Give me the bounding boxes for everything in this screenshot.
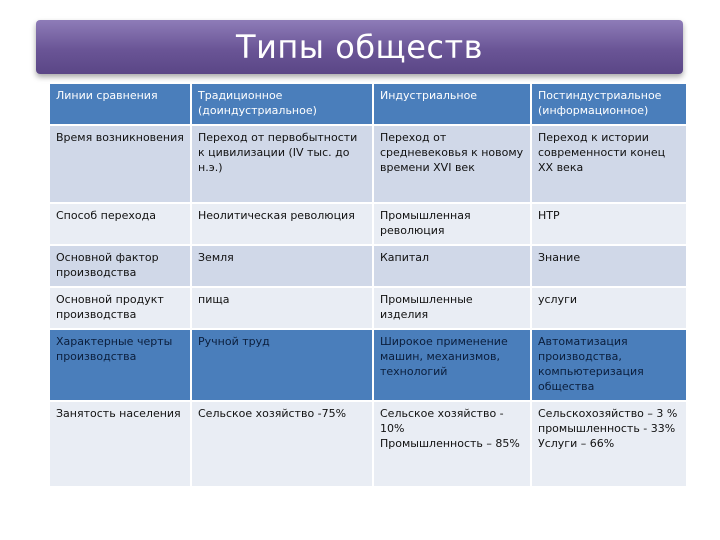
table-cell: Занятость населения [50,402,190,486]
table-row [50,246,686,286]
table-cell: пища [192,288,372,328]
table-cell: Основной фактор производства [50,246,190,286]
column-header: Индустриальное [374,84,530,124]
table-cell: Капитал [374,246,530,286]
table-cell: Характерные черты производства [50,330,190,400]
table-cell: Промышленная революция [374,204,530,244]
table-cell: НТР [532,204,686,244]
table-row [50,126,686,202]
table-cell: Основной продукт производства [50,288,190,328]
comparison-table [48,82,688,488]
table-cell: услуги [532,288,686,328]
table-row [50,204,686,244]
table-header-row [50,84,686,124]
table-row [50,330,686,400]
table-cell: Широкое применение машин, механизмов, технологий [374,330,530,400]
table-cell: Знание [532,246,686,286]
table-row [50,288,686,328]
table-cell: Переход от первобытности к цивилизации (IV тыс. до н.э.) [192,126,372,202]
table-cell: Неолитическая революция [192,204,372,244]
table-cell: Ручной труд [192,330,372,400]
table-cell: Переход от средневековья к новому времени XVI век [374,126,530,202]
table-cell: Время возникновения [50,126,190,202]
table-cell: Автоматизация производства, компьютеризация общества [532,330,686,400]
table-cell: Сельское хозяйство - 10% Промышленность – 85% [374,402,530,486]
table-cell: Сельскохозяйство – 3 % промышленность - 33% Услуги – 66% [532,402,686,486]
column-header: Линии сравнения [50,84,190,124]
page-title: Типы обществ [236,28,483,66]
table-cell: Переход к истории современности конец XX века [532,126,686,202]
table-cell: Способ перехода [50,204,190,244]
column-header: Традиционное (доиндустриальное) [192,84,372,124]
table-cell: Сельское хозяйство -75% [192,402,372,486]
table-cell: Промышленные изделия [374,288,530,328]
title-banner [36,20,683,74]
table-row [50,402,686,486]
column-header: Постиндустриальное (информационное) [532,84,686,124]
table-cell: Земля [192,246,372,286]
